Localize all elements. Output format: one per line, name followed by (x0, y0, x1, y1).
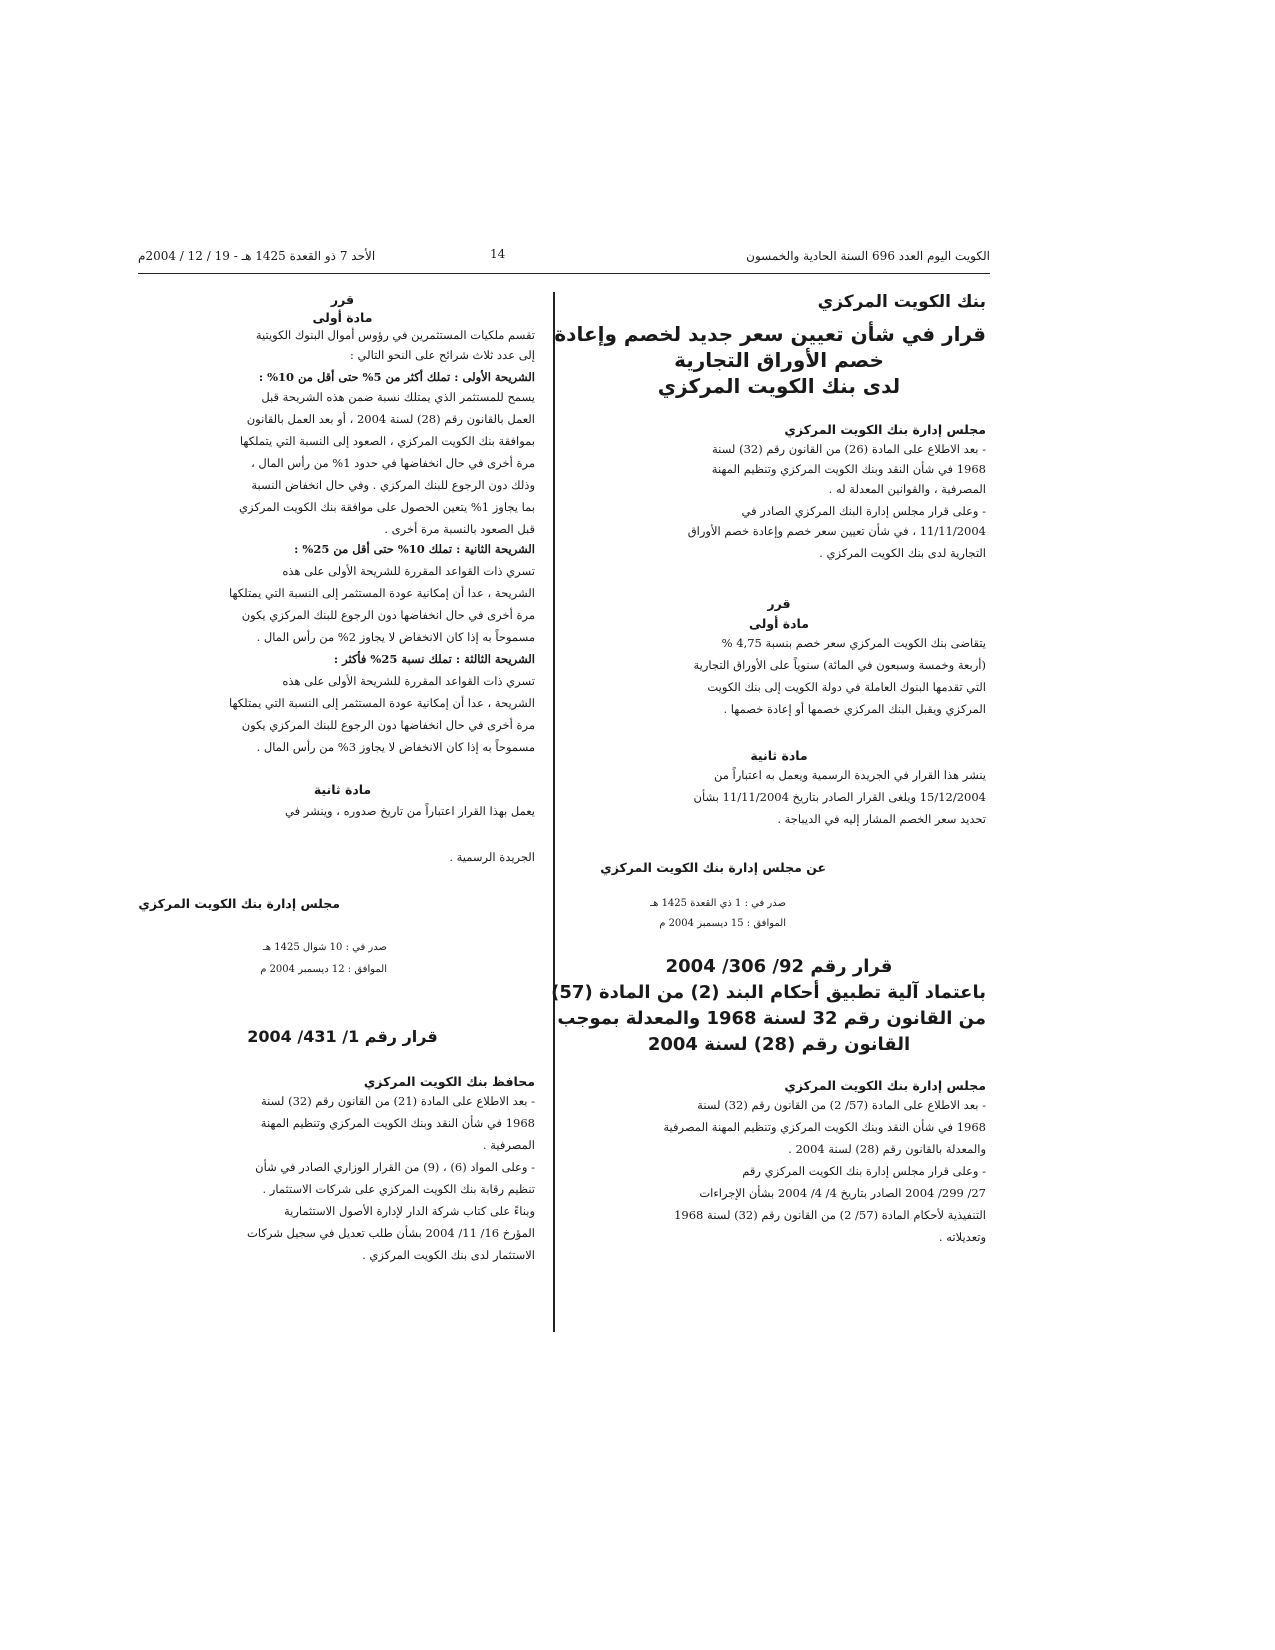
tranche2-line: الشريحة ، عدا أن إمكانية عودة المستثمر إلى النسبة التي يمتلكها (228, 586, 535, 600)
decision2-preamble-line: 1968 في شأن النقد وبنك الكويت المركزي وتنظيم المهنة المصرفية (663, 1120, 986, 1134)
tranche2-line: مسموحاً به إذا كان الانخفاض لا يجاوز 2% من رأس المال . (256, 630, 535, 644)
decision2-title-line: القانون رقم (28) لسنة 2004 (647, 1034, 911, 1055)
tranche1-line: وذلك دون الرجوع للبنك المركزي . وفي حال انخفاض النسبة (251, 478, 535, 492)
decision1-article2-line: ينشر هذا القرار في الجريدة الرسمية ويعمل به اعتباراً من (713, 768, 986, 782)
tranche1-heading: الشريحة الأولى : تملك أكثر من 5% حتى أقل من 10% : (258, 370, 535, 384)
tranche1-line: بموافقة بنك الكويت المركزي ، الصعود إلى النسبة التي يتملكها (239, 434, 535, 448)
tranche3-line: مسموحاً به إذا كان الانخفاض لا يجاوز 3% من رأس المال . (256, 740, 535, 754)
decision2-preamble-line: 27/ 299/ 2004 الصادر بتاريخ 4/ 4/ 2004 بشأن الإجراءات (699, 1186, 986, 1200)
decision2-preamble-line: - بعد الاطلاع على المادة (57/ 2) من القانون رقم (32) لسنة (697, 1098, 986, 1112)
left-signature: مجلس إدارة بنك الكويت المركزي (138, 896, 340, 911)
left-article2-line: يعمل بهذا القرار اعتباراً من تاريخ صدوره ، وينشر في (285, 804, 535, 818)
tranche1-line: يسمح للمستثمر الذي يمتلك نسبة ضمن هذه الشريحة قبل (261, 390, 535, 404)
tranche1-line: مرة أخرى في حال انخفاضها في حدود 1% من رأس المال ، (251, 456, 535, 470)
decision1-board-heading: مجلس إدارة بنك الكويت المركزي (784, 422, 986, 437)
decision2-preamble-line: والمعدلة بالقانون رقم (28) لسنة 2004 . (788, 1142, 986, 1156)
decision1-preamble-line: 11/11/2004 ، في شأن تعيين سعر خصم وإعادة خصم الأوراق (687, 524, 986, 538)
decision1-article1-line: (أربعة وخمسة وسبعون في المائة) سنوياً على الأوراق التجارية (693, 658, 986, 672)
tranche3-line: مرة أخرى في حال انخفاضها دون الرجوع للبنك المركزي يكون (241, 718, 535, 732)
decision3-preamble-line: المؤرخ 16/ 11/ 2004 بشأن طلب تعديل في سجيل شركات (247, 1226, 535, 1240)
decision1-article1-line: المركزي ويقبل البنك المركزي خصمها أو إعادة خصمها . (723, 702, 986, 716)
decision1-title-line: خصم الأوراق التجارية (674, 348, 884, 372)
decision1-article2-heading: مادة ثانية (750, 748, 808, 763)
decision3-preamble-line: - وعلى المواد (6) ، (9) من القرار الوزاري الصادر في شأن (255, 1160, 535, 1174)
page-header (138, 245, 990, 274)
left-issued-gregorian: الموافق : 12 ديسمبر 2004 م (260, 964, 387, 975)
left-article2-heading: مادة ثانية (313, 782, 372, 797)
decision2-title-line: من القانون رقم 32 لسنة 1968 والمعدلة بموجب (557, 1008, 986, 1029)
decision1-preamble-line: المصرفية ، والقوانين المعدلة له . (828, 482, 986, 496)
decision1-article1-heading: مادة أولى (749, 616, 809, 631)
tranche3-line: الشريحة ، عدا أن إمكانية عودة المستثمر إلى النسبة التي يمتلكها (228, 696, 535, 710)
decision3-preamble-line: الاستثمار لدى بنك الكويت المركزي . (362, 1248, 535, 1262)
decision1-preamble-line: 1968 في شأن النقد وبنك الكويت المركزي وتنظيم المهنة (711, 462, 986, 476)
decision2-preamble-line: وتعديلاته . (938, 1230, 986, 1244)
decision3-governor-heading: محافظ بنك الكويت المركزي (363, 1074, 535, 1089)
decision3-title: قرار رقم 1/ 431/ 2004 (247, 1027, 438, 1046)
tranche2-line: تسري ذات القواعد المقررة للشريحة الأولى على هذه (282, 564, 535, 578)
decision1-article1-line: يتقاضى بنك الكويت المركزي سعر خصم بنسبة 4,75 % (721, 636, 986, 650)
decision2-board-heading: مجلس إدارة بنك الكويت المركزي (784, 1078, 986, 1093)
tranche1-line: بما يجاوز 1% يتعين الحصول على موافقة بنك الكويت المركزي (239, 500, 535, 514)
tranche1-line: العمل بالقانون رقم (28) لسنة 2004 ، أو بعد العمل بالقانون (246, 412, 535, 426)
left-decided: قرر (330, 292, 355, 307)
decision1-decided: قرر (767, 596, 791, 611)
decision3-preamble-line: تنظيم رقابة بنك الكويت المركزي على شركات الاستثمار . (262, 1182, 535, 1196)
tranche3-line: تسري ذات القواعد المقررة للشريحة الأولى على هذه (282, 674, 535, 688)
header-date: الأحد 7 ذو القعدة 1425 هـ - 19 / 12 / 2004م (138, 249, 376, 263)
decision3-preamble-line: المصرفية . (482, 1138, 535, 1152)
decision1-preamble-line: التجارية لدى بنك الكويت المركزي . (819, 546, 986, 560)
left-article2-tail: الجريدة الرسمية . (449, 850, 535, 864)
decision3-preamble-line: 1968 في شأن النقد وبنك الكويت المركزي وتنظيم المهنة (260, 1116, 535, 1130)
decision2-title-line: قرار رقم 92/ 306/ 2004 (665, 956, 893, 977)
decision2-title-line: باعتماد آلية تطبيق أحكام البند (2) من المادة (57) (551, 982, 986, 1003)
tranche3-heading: الشريحة الثالثة : تملك نسبة 25% فأكثر : (333, 652, 535, 666)
decision3-preamble-line: - بعد الاطلاع على المادة (21) من القانون رقم (32) لسنة (261, 1094, 535, 1108)
left-intro-line: تقسم ملكيات المستثمرين في رؤوس أموال البنوك الكويتية (255, 328, 535, 342)
left-issued-hijri: صدر في : 10 شوال 1425 هـ (262, 942, 387, 953)
decision3-preamble-line: وبناءً على كتاب شركة الدار لإدارة الأصول الاستثمارية (283, 1204, 535, 1218)
decision1-preamble-line: - وعلى قرار مجلس إدارة البنك المركزي الصادر في (741, 504, 986, 518)
decision2-preamble-line: - وعلى قرار مجلس إدارة بنك الكويت المركزي رقم (742, 1164, 986, 1178)
tranche2-heading: الشريحة الثانية : تملك 10% حتى أقل من 25% : (294, 542, 535, 556)
column-divider (553, 292, 555, 1332)
tranche2-line: مرة أخرى في حال انخفاضها دون الرجوع للبنك المركزي يكون (241, 608, 535, 622)
decision1-issued-gregorian: الموافق : 15 ديسمبر 2004 م (659, 918, 786, 929)
header-issue-info: الكويت اليوم العدد 696 السنة الحادية والخمسون (746, 249, 990, 263)
decision1-title-line: قرار في شأن تعيين سعر جديد لخصم وإعادة (554, 322, 986, 346)
header-page-number: 14 (490, 247, 506, 261)
tranche1-line: قبل الصعود بالنسبة مرة أخرى . (384, 522, 535, 536)
decision1-signature: عن مجلس إدارة بنك الكويت المركزي (600, 860, 826, 875)
decision1-preamble-line: - بعد الاطلاع على المادة (26) من القانون رقم (32) لسنة (712, 442, 986, 456)
decision1-article1-line: التي تقدمها البنوك العاملة في دولة الكويت إلى بنك الكويت (707, 680, 986, 694)
decision1-article2-line: 15/12/2004 ويلغى القرار الصادر بتاريخ 11/11/2004 بشأن (693, 790, 986, 804)
decision2-preamble-line: التنفيذية لأحكام المادة (57/ 2) من القانون رقم (32) لسنة 1968 (674, 1208, 986, 1222)
left-intro-line: إلى عدد ثلاث شرائح على النحو التالي : (349, 348, 535, 362)
decision1-issued-hijri: صدر في : 1 ذي القعدة 1425 هـ (650, 898, 786, 909)
left-article1-heading: مادة أولى (312, 310, 373, 325)
decision1-article2-line: تحديد سعر الخصم المشار إليه في الديباجة . (777, 812, 986, 826)
decision1-title-line: لدى بنك الكويت المركزي (657, 374, 901, 398)
bank-heading: بنك الكويت المركزي (817, 292, 986, 312)
